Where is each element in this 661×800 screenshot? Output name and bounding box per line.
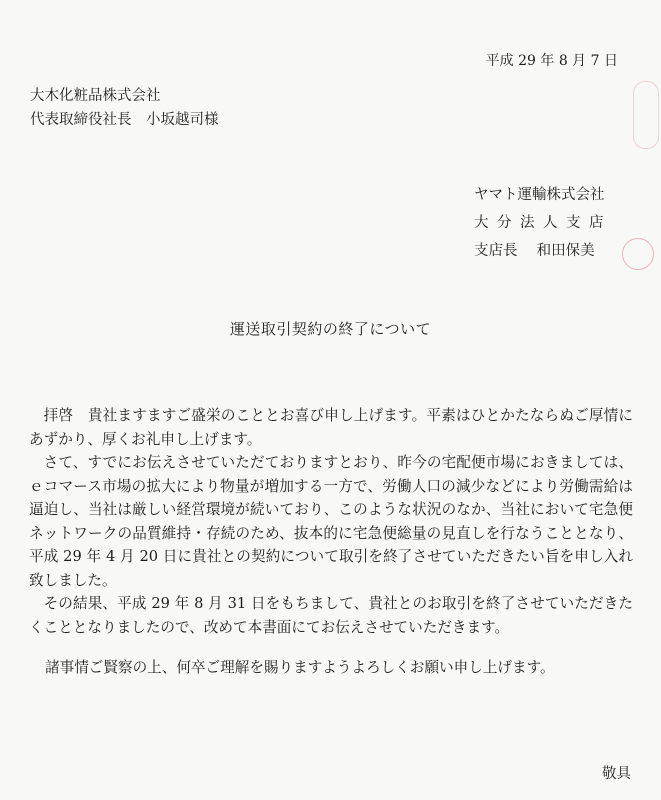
letter-body bbox=[29, 404, 633, 680]
closing-keigu: 敬具 bbox=[602, 766, 631, 782]
sender-manager: 支店長 和田保美 bbox=[474, 243, 595, 259]
body-paragraph-closing: 諸事情ご賢察の上、何卒ご理解を賜りますようよろしくお願い申し上げます。 bbox=[45, 659, 555, 676]
body-paragraph-result: その結果、平成 29 年 8 月 31 日をもちまして、貴社とのお取引を終了させていただきたくこととなりましたので、改めて本書面にてお伝えさせていただきます。 bbox=[29, 595, 633, 636]
letter-date: 平成 29 年 8 月 7 日 bbox=[485, 53, 618, 69]
sender-block bbox=[474, 181, 612, 265]
letter-title: 運送取引契約の終了について bbox=[229, 320, 432, 338]
sender-company: ヤマト運輸株式会社 bbox=[474, 187, 605, 203]
seal-impression-top bbox=[633, 81, 659, 149]
sender-branch: 大分法人支店 bbox=[474, 215, 612, 231]
body-paragraph-greeting: 拝啓 貴社ますますご盛栄のこととお喜び申し上げます。平素はひとかたならぬご厚情にあずかり、厚くお礼申し上げます。 bbox=[29, 407, 633, 448]
seal-stamp bbox=[622, 238, 654, 270]
addressee-representative: 代表取締役社長 小坂越司様 bbox=[30, 112, 219, 128]
body-paragraph-main: さて、すでにお伝えさせていただておりますとおり、昨今の宅配便市場におきましては、ｅコマース市場の拡大により物量が増加する一方で、労働人口の減少などにより労働需給は逼迫し、当社は厳しい経営環境が続いており、このような状況のなか、当社において宅急便ネットワークの品質維持・存続のため、抜本的に宅急便総量の見直しを行なうこととなり、平成 29 年 4 月 20 日に貴社との契約について取引を終了させていただきたい旨を申し入れ致しました。 bbox=[29, 454, 633, 589]
addressee-block bbox=[30, 84, 219, 132]
addressee-company: 大木化粧品株式会社 bbox=[30, 88, 161, 104]
